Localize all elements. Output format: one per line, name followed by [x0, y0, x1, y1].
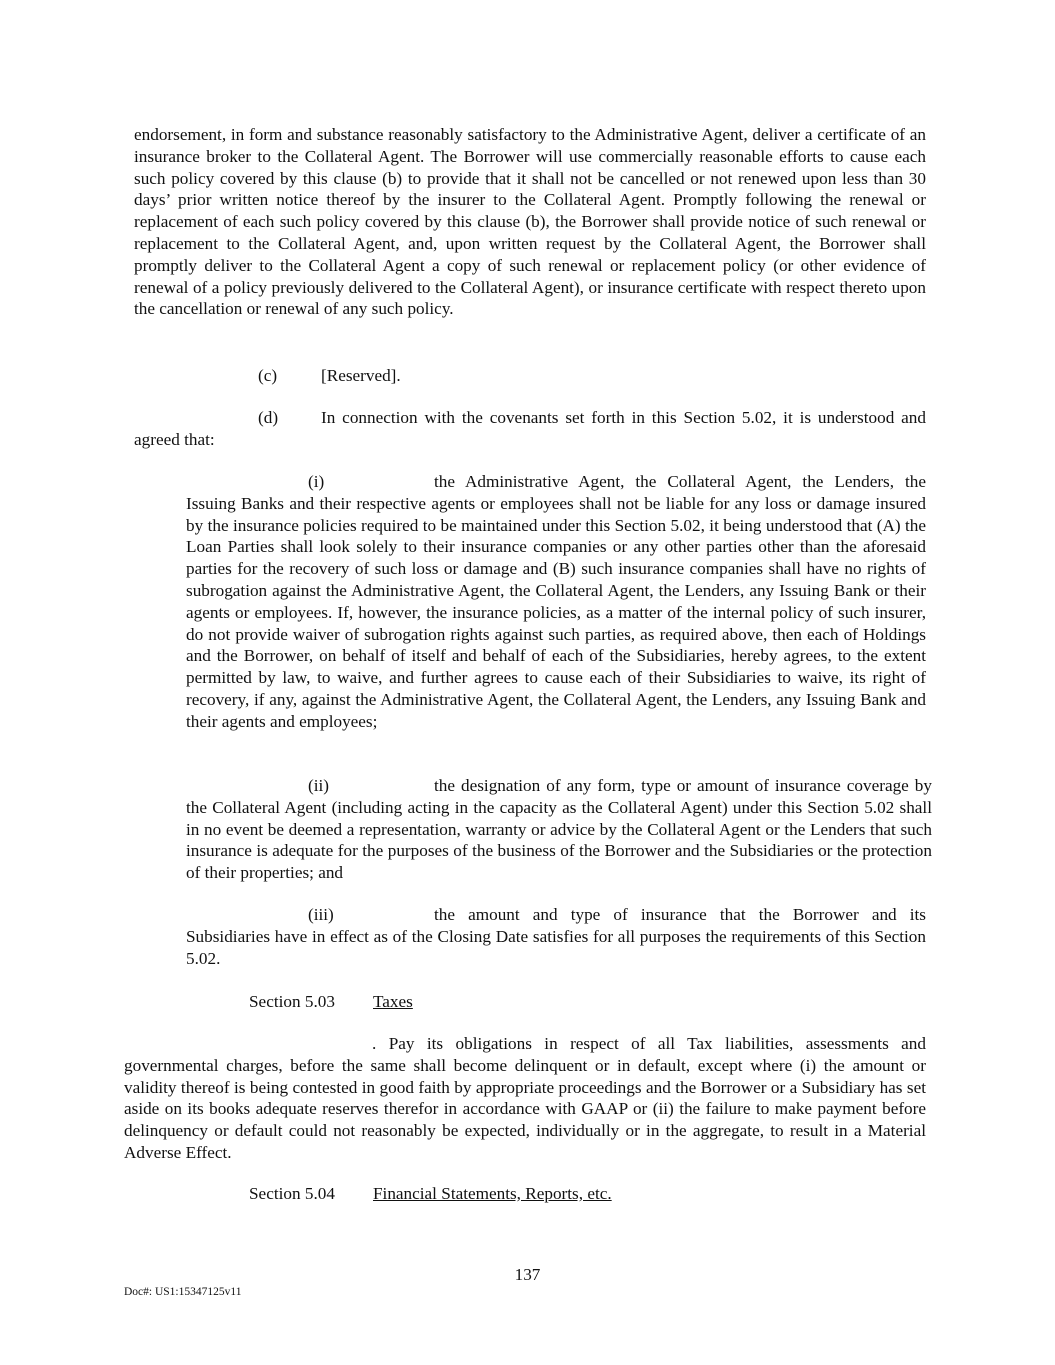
clause-c-text: [Reserved].: [321, 366, 401, 385]
item-ii-label: (ii): [308, 776, 329, 795]
item-i: [186, 471, 926, 733]
section-504-number: Section 5.04: [249, 1184, 335, 1203]
item-i-text: the Administrative Agent, the Collateral Agent, the Lenders, the Issuing Banks and their respective agents or employees shall not be liable for any loss or damage insured by the insurance policies required to be maintained under this Section 5.02, it being understood that (A) the Loan Parties shall look solely to their insurance companies or any other parties other than the aforesaid parties for the recovery of such loss or damage and (B) such insurance companies shall have no rights of subrogation against the Administrative Agent, the Collateral Agent, the Lenders, any Issuing Bank or their agents or employees. If, however, the insurance policies, as a matter of the internal policy of such insurer, do not provide waiver of subrogation rights against such parties, as required above, then each of Holdings and the Borrower, on behalf of itself and behalf of each of the Subsidiaries, hereby agrees, to the extent permitted by law, to waive, and further agrees to cause each of their Subsidiaries to waive, its right of recovery, if any, against the Administrative Agent, the Collateral Agent, the Lenders, any Issuing Bank and their agents and employees;: [186, 472, 926, 731]
item-i-label: (i): [308, 472, 325, 491]
document-id: Doc#: US1:15347125v11: [124, 1286, 242, 1298]
section-504-title: Financial Statements, Reports, etc.: [373, 1184, 612, 1203]
item-ii-text: the designation of any form, type or amount of insurance coverage by the Collateral Agent (including acting in the capacity as the Collateral Agent) under this Section 5.02 shall in no event be deemed a representation, warranty or advice by the Collateral Agent or the Lenders that such insurance is adequate for the purposes of the business of the Borrower and the Subsidiaries or the protection of their properties; and: [186, 776, 932, 883]
item-iii-label: (iii): [308, 905, 334, 924]
clause-d-label: (d): [258, 408, 279, 427]
section-503-number: Section 5.03: [249, 992, 335, 1011]
page-number: 137: [514, 1265, 541, 1284]
clause-c-label: (c): [258, 366, 278, 385]
clause-d: [134, 407, 926, 451]
item-iii-text: the amount and type of insurance that the Borrower and its Subsidiaries have in effect as of the Closing Date satisfies for all purposes the requirements of this Section 5.02.: [186, 905, 926, 968]
clause-d-text: In connection with the covenants set forth in this Section 5.02, it is understood and agreed that:: [134, 408, 926, 449]
item-iii: [186, 904, 926, 969]
item-ii: [186, 775, 932, 884]
section-503-title: Taxes: [373, 992, 413, 1011]
taxes-paragraph: . Pay its obligations in respect of all Tax liabilities, assessments and governmental charges, before the same shall become delinquent or in default, except where (i) the amount or validity thereof is being contested in good faith by appropriate proceedings and the Borrower or a Subsidiary has set aside on its books adequate reserves therefor in accordance with GAAP or (ii) the failure to make payment before delinquency or default could not reasonably be expected, individually or in the aggregate, to result in a Material Adverse Effect.: [124, 1034, 926, 1162]
paragraph-insurance-broker: endorsement, in form and substance reasonably satisfactory to the Administrative Agent, deliver a certificate of an insurance broker to the Collateral Agent. The Borrower will use commercially reasonable efforts to cause each such policy covered by this clause (b) to provide that it shall not be cancelled or not renewed upon less than 30 days’ prior written notice thereof by the insurer to the Collateral Agent. Promptly following the renewal or replacement of each such policy covered by this clause (b), the Borrower shall provide notice of such renewal or replacement to the Collateral Agent, and, upon written request by the Collateral Agent, the Borrower shall promptly deliver to the Collateral Agent a copy of such renewal or replacement policy (or other evidence of renewal of a policy previously delivered to the Collateral Agent), or insurance certificate with respect thereto upon the cancellation or renewal of any such policy.: [134, 125, 926, 319]
